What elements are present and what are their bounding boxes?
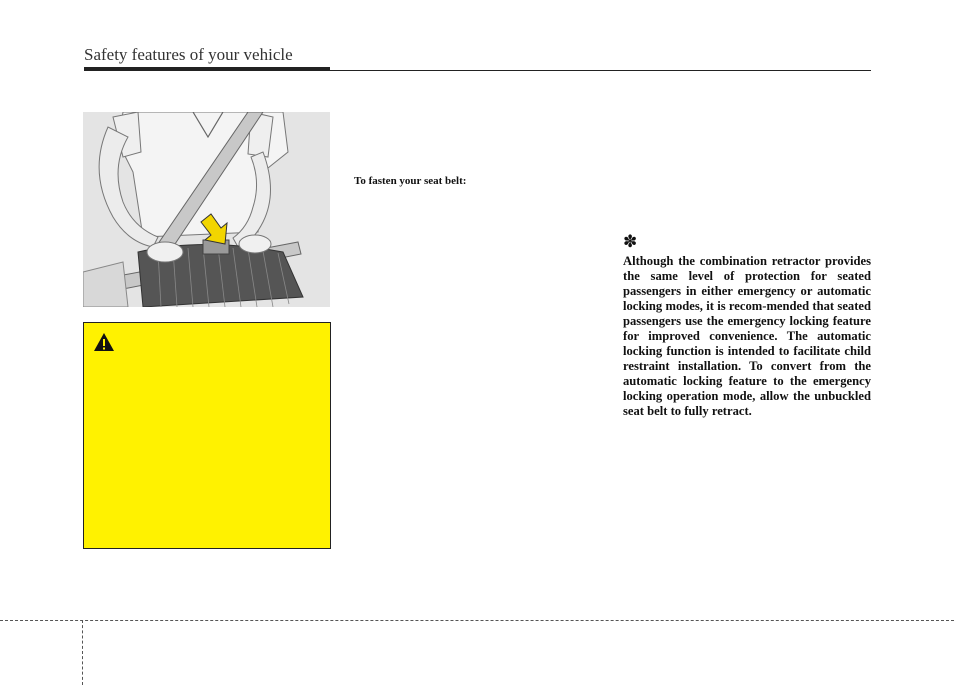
page-section-title: Safety features of your vehicle bbox=[84, 45, 293, 64]
note-text: Although the combination retractor provides the same level of protection for seated passengers in either emergency or automatic locking modes, it is recom-mended that seated passengers use the emergency locking feature for improved convenience. The automatic locking function is intended to facilitate child restraint installation. To convert from the automatic locking feature to the emergency locking operation mode, allow the unbuckled seat belt to fully retract. bbox=[623, 254, 871, 418]
seat-belt-drawing bbox=[83, 112, 330, 307]
warning-box bbox=[83, 322, 331, 549]
header-rule-thick bbox=[84, 67, 330, 71]
fasten-seat-belt-heading: To fasten your seat belt: bbox=[354, 175, 467, 187]
footer-dashed-rule bbox=[0, 620, 954, 621]
warning-triangle-icon bbox=[93, 332, 115, 352]
seat-belt-illustration bbox=[83, 112, 330, 307]
footer-vertical-dashed-rule bbox=[82, 620, 83, 685]
header-rule-thin bbox=[330, 70, 871, 71]
note-symbol-icon: ✽ bbox=[623, 232, 638, 252]
